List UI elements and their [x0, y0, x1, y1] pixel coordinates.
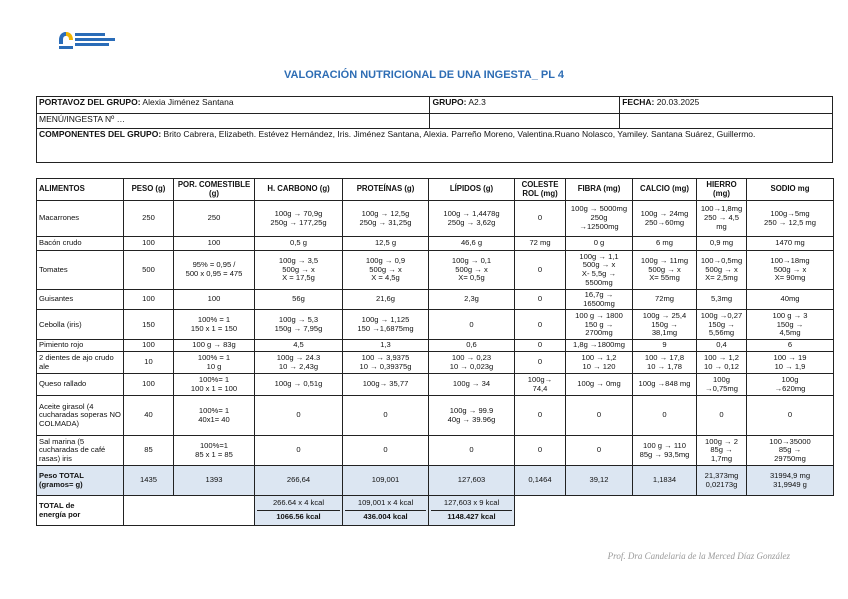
table-cell: 0: [515, 290, 566, 310]
table-cell: 9: [633, 340, 697, 352]
professor-credit: Prof. Dra Candelaria de la Merced Díaz González: [607, 551, 790, 561]
table-cell: 100g → 11mg 500g → x X= 55mg: [633, 251, 697, 290]
portavoz-cell: PORTAVOZ DEL GRUPO: Alexia Jiménez Santana: [37, 97, 430, 114]
column-header: COLESTE ROL (mg): [515, 179, 566, 201]
energy-cell: [429, 496, 515, 526]
table-cell: 21,6g: [343, 290, 429, 310]
table-row: [37, 396, 834, 436]
food-name-cell: Tomates: [37, 251, 124, 290]
table-cell: 100: [124, 290, 174, 310]
table-cell: 100 → 1,2 10 → 120: [566, 352, 633, 374]
table-cell: 100g → 70,9g 250g → 177,25g: [255, 201, 343, 237]
column-header: SODIO mg: [747, 179, 834, 201]
table-cell: 100: [174, 237, 255, 251]
table-cell: 100g→5mg 250 → 12,5 mg: [747, 201, 834, 237]
table-cell: 100g → 5000mg 250g →12500mg: [566, 201, 633, 237]
table-cell: 100g →620mg: [747, 374, 834, 396]
table-cell: 0: [515, 436, 566, 466]
table-cell: 10: [124, 352, 174, 374]
energy-cell: [255, 496, 343, 526]
table-cell: 100g → 3,5 500g → x X = 17,5g: [255, 251, 343, 290]
table-cell: 100g→ 35,77: [343, 374, 429, 396]
table-row: [37, 352, 834, 374]
table-cell: 100g → 0,9 500g → x X = 4,5g: [343, 251, 429, 290]
table-cell: 0: [566, 436, 633, 466]
total-cell: 0,1464: [515, 466, 566, 496]
table-cell: 0: [255, 396, 343, 436]
table-cell: 100g → 0,51g: [255, 374, 343, 396]
table-row: [37, 237, 834, 251]
table-cell: 100 → 1,2 10 → 0,12: [697, 352, 747, 374]
table-row: [37, 340, 834, 352]
table-cell: 100 g → 110 85g → 93,5mg: [633, 436, 697, 466]
total-cell: 266,64: [255, 466, 343, 496]
table-cell: 100g → 12,5g 250g → 31,25g: [343, 201, 429, 237]
table-cell: 0 g: [566, 237, 633, 251]
group-info-table: [36, 96, 833, 163]
empty-cell: [124, 496, 255, 526]
page-title: VALORACIÓN NUTRICIONAL DE UNA INGESTA_ PL 4: [284, 69, 564, 81]
table-cell: 100 → 19 10 → 1,9: [747, 352, 834, 374]
table-cell: 100: [174, 290, 255, 310]
table-cell: 0: [429, 310, 515, 340]
table-cell: 85: [124, 436, 174, 466]
table-cell: 0,4: [697, 340, 747, 352]
table-cell: 40: [124, 396, 174, 436]
total-cell: 31994,9 mg 31,9949 g: [747, 466, 834, 496]
food-name-cell: Sal marina (5 cucharadas de café rasas) iris: [37, 436, 124, 466]
table-header-row: [37, 179, 834, 201]
table-cell: 100g → 5,3 150g → 7,95g: [255, 310, 343, 340]
table-cell: 5,3mg: [697, 290, 747, 310]
table-cell: 100g → 25,4 150g → 38,1mg: [633, 310, 697, 340]
table-cell: 0: [515, 251, 566, 290]
university-logo: [57, 30, 117, 54]
total-weight-row: [37, 466, 834, 496]
table-cell: 100→35000 85g → 29750mg: [747, 436, 834, 466]
fecha-cell: FECHA: 20.03.2025: [620, 97, 833, 114]
table-cell: 100 → 3,9375 10 → 0,39375g: [343, 352, 429, 374]
column-header: POR. COMESTIBLE (g): [174, 179, 255, 201]
table-cell: 100: [124, 340, 174, 352]
table-row: [37, 436, 834, 466]
table-cell: 0: [747, 396, 834, 436]
table-cell: 72mg: [633, 290, 697, 310]
column-header: FIBRA (mg): [566, 179, 633, 201]
empty-cell: [620, 114, 833, 129]
table-cell: 46,6 g: [429, 237, 515, 251]
food-name-cell: Aceite girasol (4 cucharadas soperas NO COLMADA): [37, 396, 124, 436]
table-cell: 16,7g → 16500mg: [566, 290, 633, 310]
column-header: PROTEÍNAS (g): [343, 179, 429, 201]
table-row: [37, 374, 834, 396]
table-row: [37, 201, 834, 237]
table-cell: 1470 mg: [747, 237, 834, 251]
column-header: H. CARBONO (g): [255, 179, 343, 201]
table-cell: 100 g → 1800 150 g → 2700mg: [566, 310, 633, 340]
table-cell: 100g → 2 85g → 1,7mg: [697, 436, 747, 466]
energy-calc: 266.64 x 4 kcal: [257, 499, 340, 511]
table-cell: 0,6: [429, 340, 515, 352]
energy-row: [37, 496, 834, 526]
table-cell: 0,9 mg: [697, 237, 747, 251]
componentes-cell: COMPONENTES DEL GRUPO: Brito Cabrera, Elizabeth. Estévez Hernández, Iris. Jiménez Santana, Alexia. Parreño Moreno, Valentina.Ruano Nolasco, Yamiley. Santana Suárez, Guillermo.: [37, 129, 833, 163]
table-row: [37, 310, 834, 340]
nutrition-table: [36, 178, 834, 526]
table-cell: 100 g → 3 150g → 4,5mg: [747, 310, 834, 340]
column-header: PESO (g): [124, 179, 174, 201]
table-cell: 12,5 g: [343, 237, 429, 251]
empty-cell: [430, 114, 620, 129]
table-cell: 0: [566, 396, 633, 436]
table-cell: 100% = 1 150 x 1 = 150: [174, 310, 255, 340]
table-cell: 0: [343, 396, 429, 436]
table-cell: 100g → 0,1 500g → x X= 0,5g: [429, 251, 515, 290]
table-cell: 150: [124, 310, 174, 340]
total-cell: 109,001: [343, 466, 429, 496]
table-cell: 100 → 17,8 10 → 1,78: [633, 352, 697, 374]
table-cell: 0: [515, 201, 566, 237]
table-cell: 1,3: [343, 340, 429, 352]
table-cell: 100g →0,75mg: [697, 374, 747, 396]
table-cell: 100 g → 83g: [174, 340, 255, 352]
table-cell: 100g → 0mg: [566, 374, 633, 396]
table-cell: 100% = 1 10 g: [174, 352, 255, 374]
university-logo-icon: [57, 30, 75, 52]
table-cell: 100: [124, 237, 174, 251]
table-cell: 100%= 1 40x1= 40: [174, 396, 255, 436]
table-cell: 0: [633, 396, 697, 436]
food-name-cell: Bacón crudo: [37, 237, 124, 251]
energy-calc: 109,001 x 4 kcal: [345, 499, 426, 511]
table-cell: 56g: [255, 290, 343, 310]
table-cell: 500: [124, 251, 174, 290]
table-cell: 0: [515, 340, 566, 352]
table-cell: 40mg: [747, 290, 834, 310]
table-cell: 100g → 24.3 10 → 2,43g: [255, 352, 343, 374]
food-name-cell: Guisantes: [37, 290, 124, 310]
table-cell: 100g → 24mg 250→60mg: [633, 201, 697, 237]
food-name-cell: 2 dientes de ajo crudo ale: [37, 352, 124, 374]
energy-kcal: 1148.427 kcal: [447, 512, 496, 522]
table-row: [37, 290, 834, 310]
table-cell: 100g → 1,1 500g → x X- 5,5g → 5500mg: [566, 251, 633, 290]
table-cell: 1,8g →1800mg: [566, 340, 633, 352]
table-cell: 100g→ 74,4: [515, 374, 566, 396]
table-cell: 100%=1 85 x 1 = 85: [174, 436, 255, 466]
table-row: [37, 251, 834, 290]
table-cell: 6: [747, 340, 834, 352]
energy-kcal: 1066.56 kcal: [276, 512, 321, 522]
table-cell: 100g →0,27 150g → 5,56mg: [697, 310, 747, 340]
food-name-cell: Macarrones: [37, 201, 124, 237]
table-cell: 95% = 0,95 / 500 x 0,95 = 475: [174, 251, 255, 290]
table-cell: 100g → 1,4478g 250g → 3,62g: [429, 201, 515, 237]
total-cell: 1393: [174, 466, 255, 496]
column-header: LÍPIDOS (g): [429, 179, 515, 201]
table-cell: 100→1,8mg 250 → 4,5 mg: [697, 201, 747, 237]
food-name-cell: Cebolla (iris): [37, 310, 124, 340]
column-header: HIERRO (mg): [697, 179, 747, 201]
table-cell: 72 mg: [515, 237, 566, 251]
energy-calc: 127,603 x 9 kcal: [431, 499, 512, 511]
table-cell: 100: [124, 374, 174, 396]
energy-cell: [343, 496, 429, 526]
table-cell: 0: [515, 396, 566, 436]
food-name-cell: Pimiento rojo: [37, 340, 124, 352]
total-cell: 39,12: [566, 466, 633, 496]
table-cell: 0: [429, 436, 515, 466]
table-cell: 100→18mg 500g → x X= 90mg: [747, 251, 834, 290]
table-cell: 0,5 g: [255, 237, 343, 251]
table-cell: 6 mg: [633, 237, 697, 251]
food-name-cell: Queso rallado: [37, 374, 124, 396]
table-cell: 250: [174, 201, 255, 237]
energy-label-cell: TOTAL de energía por: [37, 496, 124, 526]
table-cell: 0: [343, 436, 429, 466]
column-header: CALCIO (mg): [633, 179, 697, 201]
table-cell: 100g →848 mg: [633, 374, 697, 396]
table-cell: 100 → 0,23 10 → 0,023g: [429, 352, 515, 374]
table-cell: 100→0,5mg 500g → x X= 2,5mg: [697, 251, 747, 290]
total-cell: 127,603: [429, 466, 515, 496]
table-cell: 2,3g: [429, 290, 515, 310]
table-cell: 100g → 99.9 40g → 39.96g: [429, 396, 515, 436]
logo-text-lines: [75, 33, 115, 48]
total-cell: 1435: [124, 466, 174, 496]
grupo-cell: GRUPO: A2.3: [430, 97, 620, 114]
energy-kcal: 436.004 kcal: [363, 512, 408, 522]
total-cell: 21,373mg 0,02173g: [697, 466, 747, 496]
table-cell: 0: [255, 436, 343, 466]
table-cell: 250: [124, 201, 174, 237]
table-cell: 0: [697, 396, 747, 436]
total-cell: 1,1834: [633, 466, 697, 496]
menu-cell: MENÚ/INGESTA Nº …: [37, 114, 430, 129]
column-header: ALIMENTOS: [37, 179, 124, 201]
table-cell: 100g → 1,125 150 →1,6875mg: [343, 310, 429, 340]
total-label-cell: Peso TOTAL (gramos= g): [37, 466, 124, 496]
table-cell: 0: [515, 352, 566, 374]
table-cell: 4,5: [255, 340, 343, 352]
table-cell: 100g → 34: [429, 374, 515, 396]
table-cell: 0: [515, 310, 566, 340]
table-cell: 100%= 1 100 x 1 = 100: [174, 374, 255, 396]
